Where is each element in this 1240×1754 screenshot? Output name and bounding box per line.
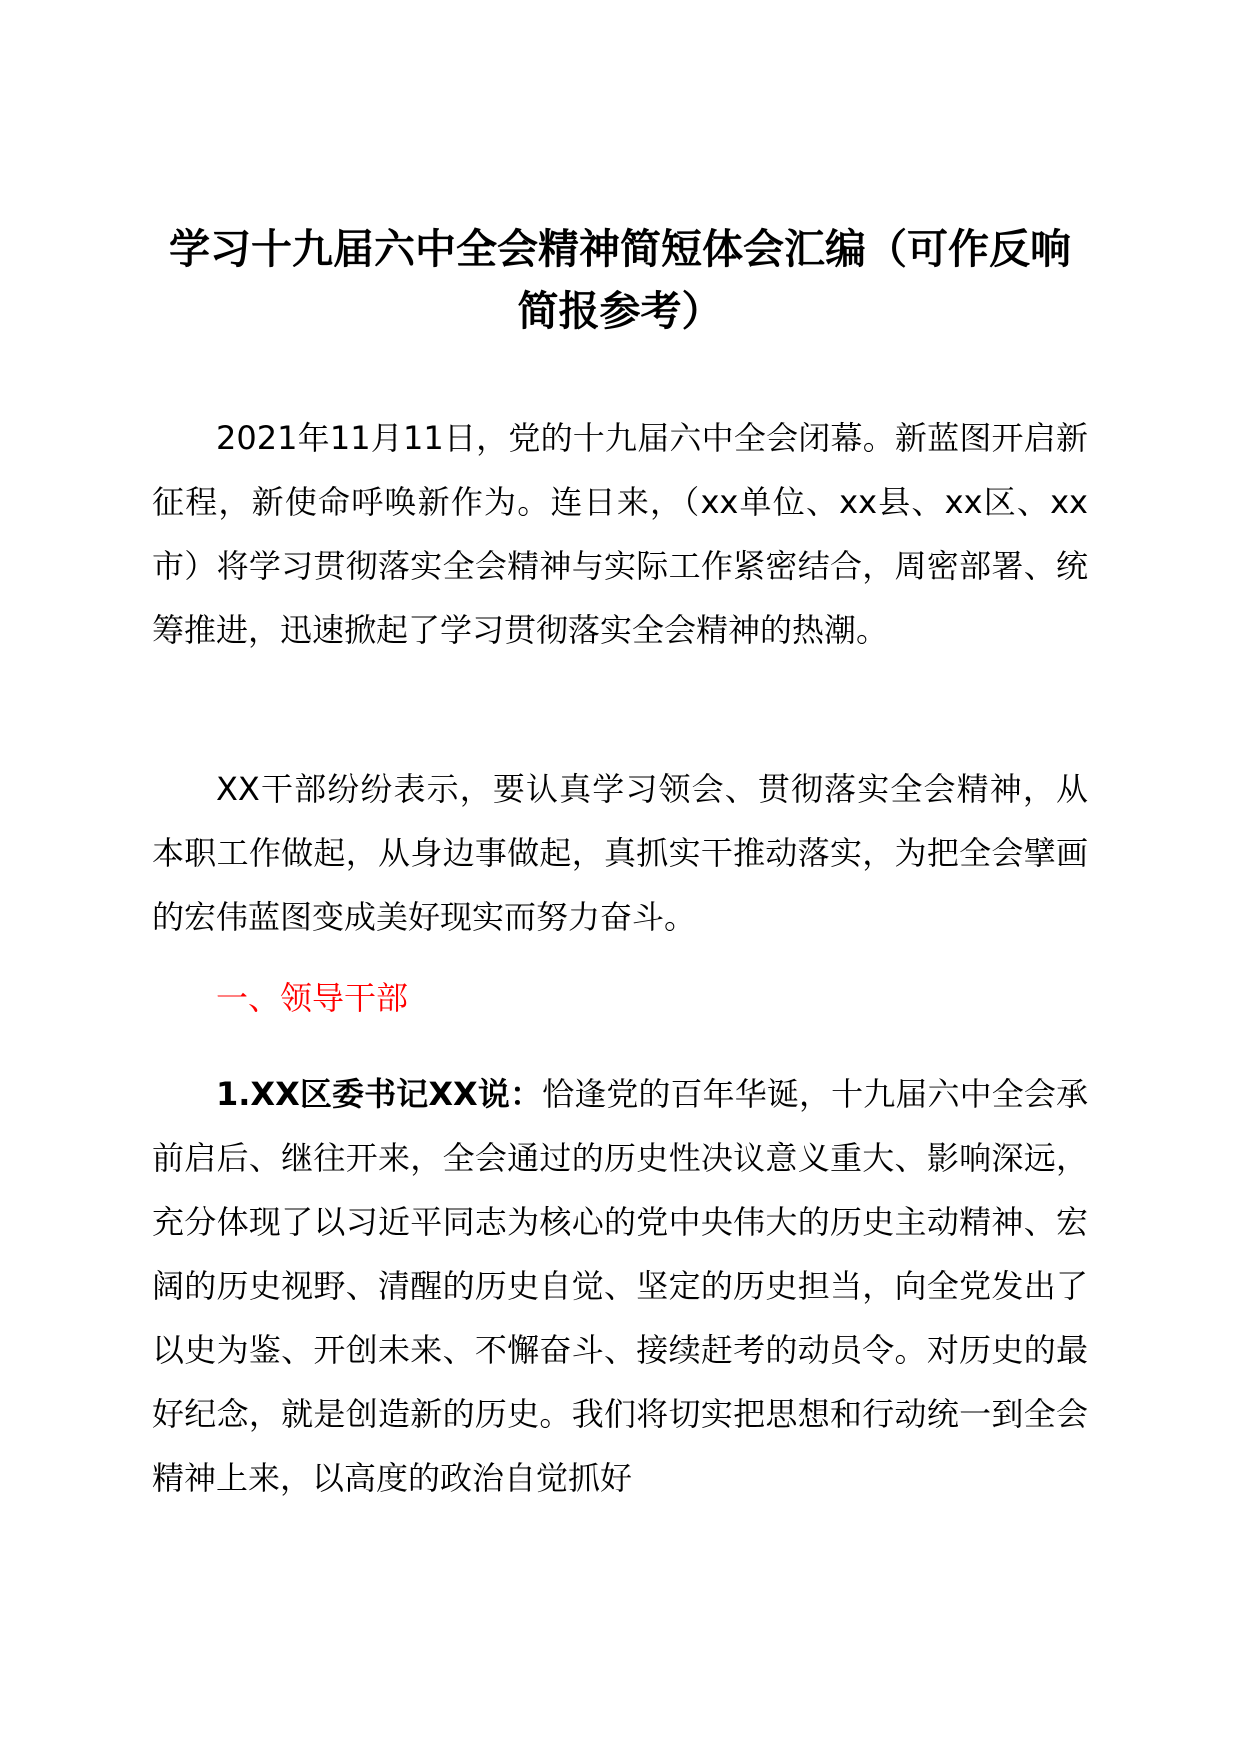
cadre-statement-paragraph: XX干部纷纷表示，要认真学习领会、贯彻落实全会精神，从本职工作做起，从身边事做起，真抓实干推动落实，为把全会擘画的宏伟蓝图变成美好现实而努力奋斗。 xyxy=(152,770,1088,936)
item-1-text: 恰逢党的百年华诞，十九届六中全会承前启后、继往开来，全会通过的历史性决议意义重大、影响深远，充分体现了以习近平同志为核心的党中央伟大的历史主动精神、宏阔的历史视野、清醒的历史自觉、坚定的历史担当，向全党发出了以史为鉴、开创未来、不懈奋斗、接续赶考的动员令。对历史的最好纪念，就是创造新的历史。我们将切实把思想和行动统一到全会精神上来，以高度的政治自觉抓好 xyxy=(152,1075,1088,1497)
item-1-paragraph xyxy=(152,1062,1088,1510)
document-title: 学习十九届六中全会精神简短体会汇编（可作反响简报参考） xyxy=(169,225,1071,335)
section-heading: 一、领导干部 xyxy=(216,979,409,1017)
intro-paragraph: 2021年11月11日，党的十九届六中全会闭幕。新蓝图开启新征程，新使命呼唤新作为。连日来，（xx单位、xx县、xx区、xx市）将学习贯彻落实全会精神与实际工作紧密结合，周密部署、统筹推进，迅速掀起了学习贯彻落实全会精神的热潮。 xyxy=(152,419,1088,649)
item-1-speaker-lead: 1.XX区委书记XX说： xyxy=(216,1075,543,1113)
